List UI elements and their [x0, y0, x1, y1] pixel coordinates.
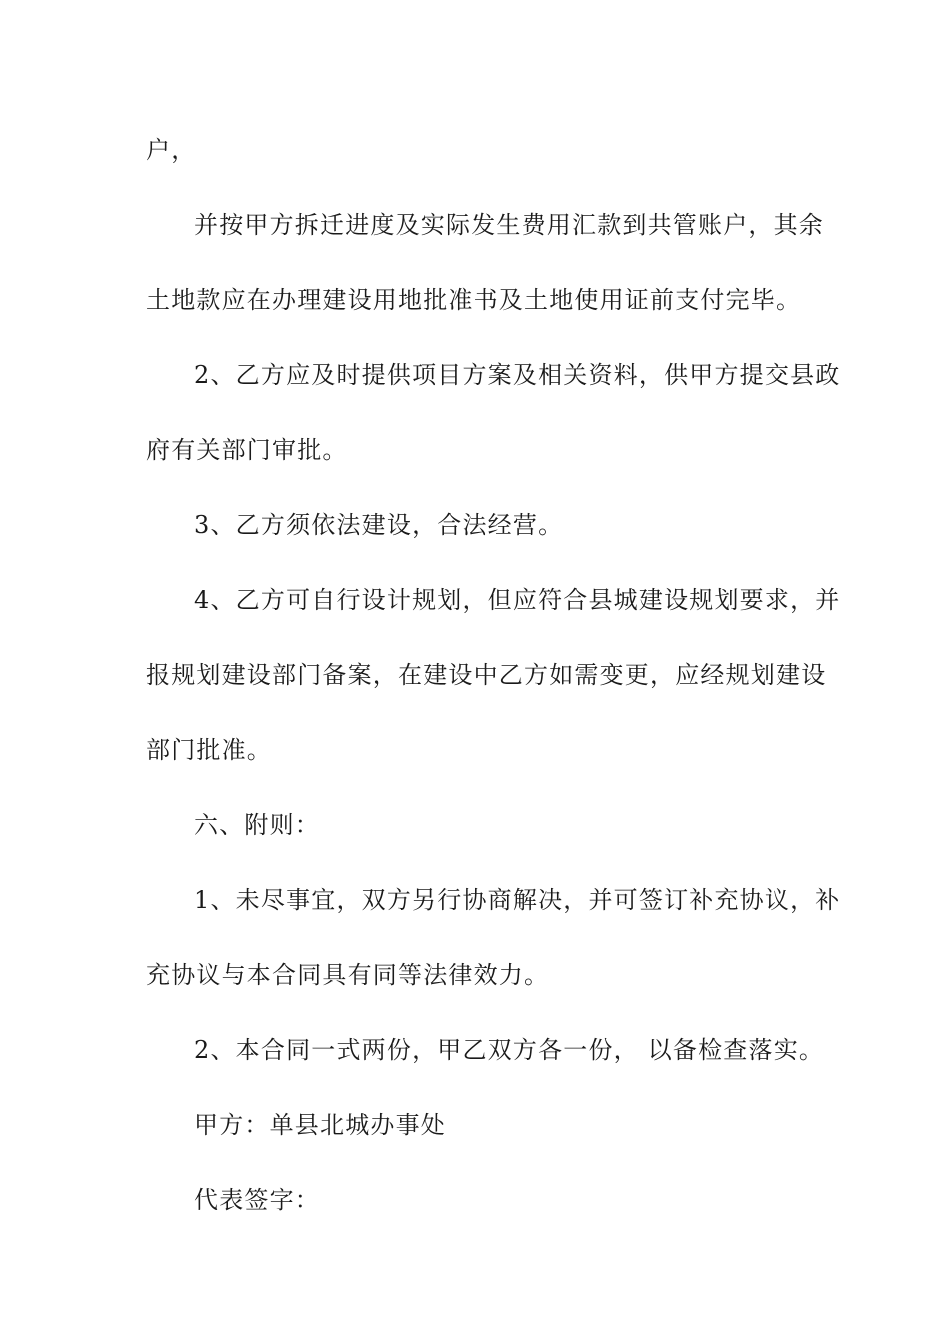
- text-line: 府有关部门审批。: [146, 436, 348, 464]
- text-line: 2、本合同一式两份，甲乙双方各一份， 以备检查落实。: [194, 1036, 825, 1064]
- section-heading: 六、附则：: [194, 811, 320, 839]
- text-line: 2、乙方应及时提供项目方案及相关资料，供甲方提交县政: [194, 361, 841, 389]
- text-line: 户，: [146, 136, 197, 164]
- party-a-line: 甲方：单县北城办事处: [194, 1111, 446, 1139]
- text-line: 1、未尽事宜，双方另行协商解决，并可签订补充协议，补: [194, 886, 841, 914]
- text-line: 3、乙方须依法建设，合法经营。: [194, 511, 564, 539]
- signature-line: 代表签字：: [194, 1186, 320, 1214]
- text-line: 并按甲方拆迁进度及实际发生费用汇款到共管账户，其余: [194, 211, 824, 239]
- text-line: 充协议与本合同具有同等法律效力。: [146, 961, 550, 989]
- text-line: 土地款应在办理建设用地批准书及土地使用证前支付完毕。: [146, 286, 802, 314]
- text-line: 报规划建设部门备案，在建设中乙方如需变更，应经规划建设: [146, 661, 827, 689]
- text-line: 4、乙方可自行设计规划，但应符合县城建设规划要求，并: [194, 586, 841, 614]
- text-line: 部门批准。: [146, 736, 272, 764]
